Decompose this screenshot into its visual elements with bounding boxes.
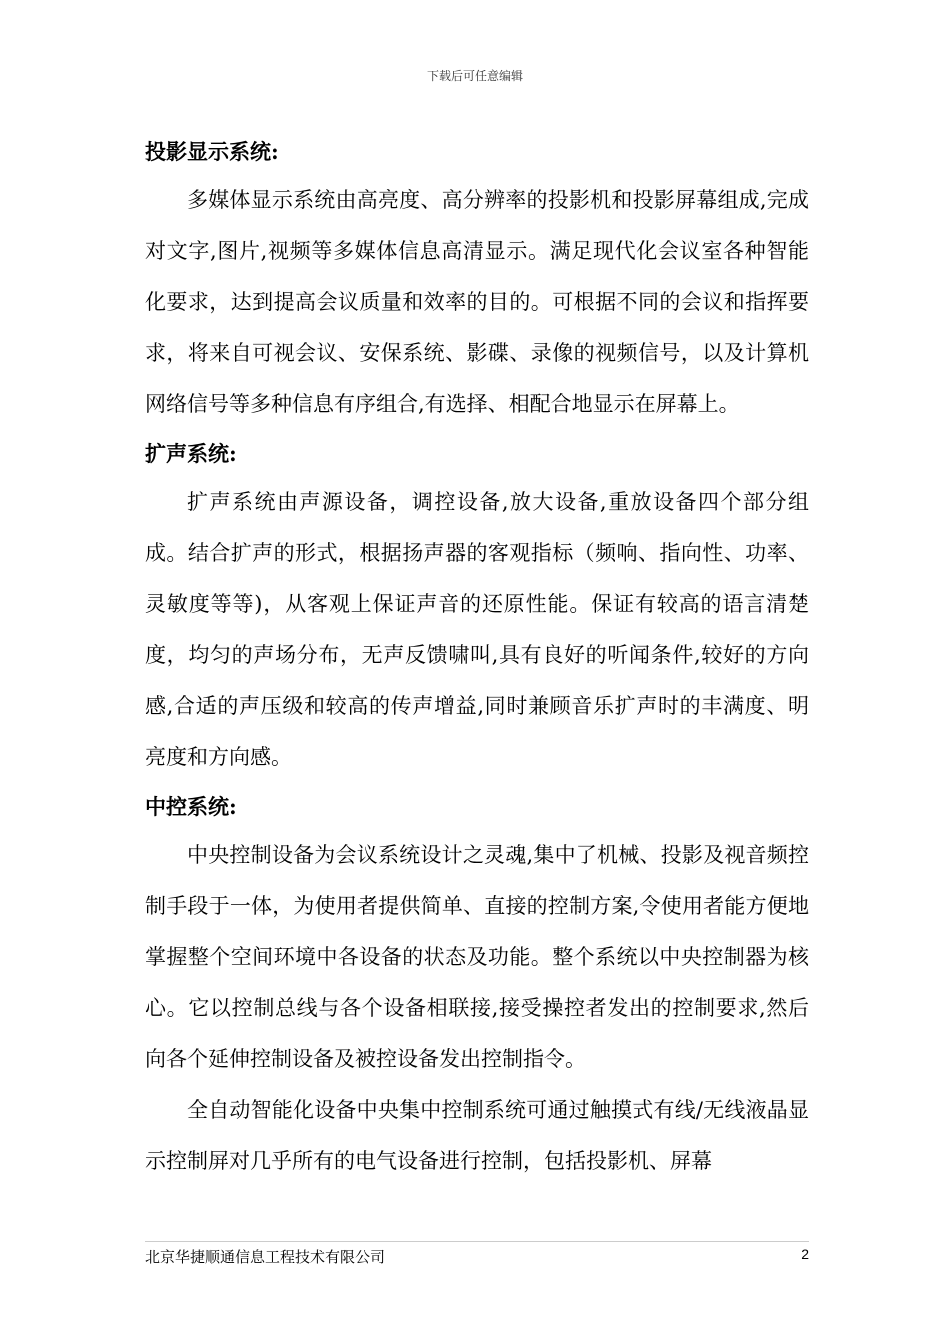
paragraph: 全自动智能化设备中央集中控制系统可通过触摸式有线/无线液晶显示控制屏对几乎所有的电气设备进行控制，包括投影机、屏幕 (145, 1098, 809, 1173)
page-header: 下载后可任意编辑 (426, 69, 523, 83)
section-projection-display (145, 128, 809, 430)
document-body (145, 128, 809, 1187)
section-sound-reinforcement (145, 430, 809, 783)
section-central-control (145, 783, 809, 1187)
section-heading: 投影显示系统: (145, 139, 279, 164)
section-heading: 中控系统: (145, 794, 237, 819)
paragraph: 扩声系统由声源设备，调控设备,放大设备,重放设备四个部分组成。结合扩声的形式，根据扬声器的客观指标（频响、指向性、功率、灵敏度等等)，从客观上保证声音的还原性能。保证有较高的语言清楚度，均匀的声场分布，无声反馈啸叫,具有良好的听闻条件,较好的方向感,合适的声压级和较高的传声增益,同时兼顾音乐扩声时的丰满度、明亮度和方向感。 (145, 490, 809, 769)
paragraph: 多媒体显示系统由高亮度、高分辨率的投影机和投影屏幕组成,完成对文字,图片,视频等多媒体信息高清显示。满足现代化会议室各种智能化要求，达到提高会议质量和效率的目的。可根据不同的会议和指挥要求，将来自可视会议、安保系统、影碟、录像的视频信号，以及计算机网络信号等多种信息有序组合,有选择、相配合地显示在屏幕上。 (145, 188, 809, 416)
section-heading: 扩声系统: (145, 441, 237, 466)
page-footer (145, 1241, 809, 1272)
page-number: 2 (801, 1246, 809, 1262)
footer-company-name: 北京华捷顺通信息工程技术有限公司 (145, 1248, 386, 1266)
paragraph: 中央控制设备为会议系统设计之灵魂,集中了机械、投影及视音频控制手段于一体，为使用者提供简单、直接的控制方案,令使用者能方便地掌握整个空间环境中各设备的状态及功能。整个系统以中央控制器为核心。它以控制总线与各个设备相联接,接受操控者发出的控制要求,然后向各个延伸控制设备及被控设备发出控制指令。 (145, 843, 809, 1071)
